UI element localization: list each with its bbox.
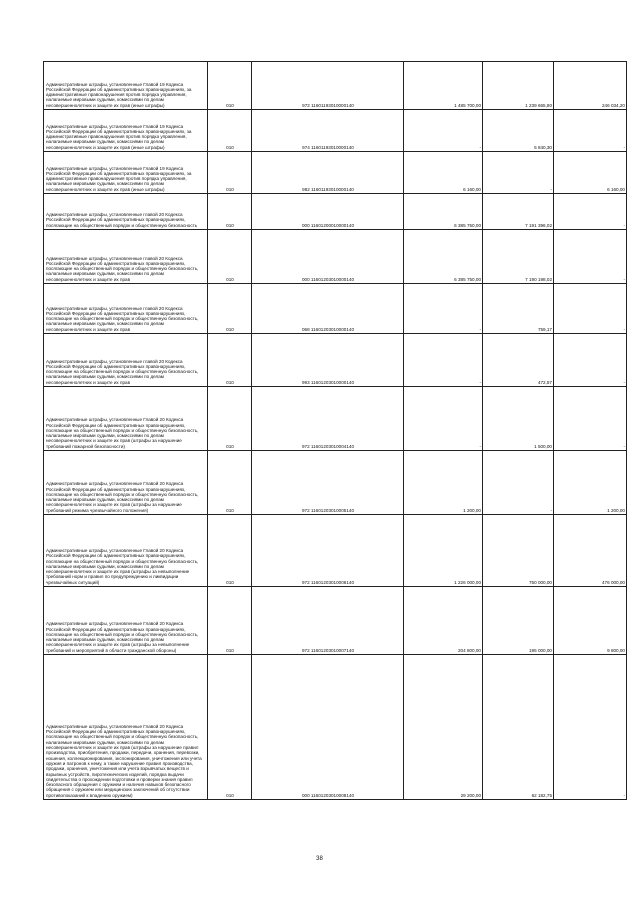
table-row <box>44 655 627 800</box>
row-value-1: - <box>404 284 483 334</box>
row-code: 010 <box>208 451 252 515</box>
row-value-3: 1 200,00 <box>554 451 627 515</box>
row-code: 010 <box>208 284 252 334</box>
table-row <box>44 110 627 152</box>
row-value-1: 6 385 750,00 <box>404 230 483 284</box>
row-value-1: - <box>404 387 483 451</box>
revenue-table <box>43 61 627 800</box>
row-value-3: - <box>554 655 627 800</box>
row-value-3: 6 160,00 <box>554 152 627 194</box>
table-row <box>44 194 627 230</box>
row-value-3: - <box>554 194 627 230</box>
row-name: Административные штрафы, установленные Главой 19 Кодекса Российской Федерации об административных правонарушениях, за административные правонарушения против порядка управления, налагаемые мировыми судьями, комиссиями по делам несовершеннолетних и защите их прав (иные штрафы) <box>44 110 208 152</box>
row-value-1: - <box>404 334 483 387</box>
row-code: 010 <box>208 334 252 387</box>
row-value-1: 6 385 750,00 <box>404 194 483 230</box>
table-row <box>44 230 627 284</box>
table-row <box>44 62 627 110</box>
row-name: Административные штрафы, установленные главой 20 Кодекса Российской Федерации об административных правонарушениях, посягающие на общественный порядок и общественную безопасность <box>44 194 208 230</box>
table-row <box>44 334 627 387</box>
row-value-2: 472,57 <box>483 334 554 387</box>
row-value-1: 29 200,00 <box>404 655 483 800</box>
row-name: Административные штрафы, установленные главой 20 Кодекса Российской Федерации об административных правонарушениях, посягающие на общественный порядок и общественную безопасность, налагаемые мировыми судьями, комиссиями по делам несовершеннолетних и защите их прав <box>44 334 208 387</box>
row-name: Административные штрафы, установленные Главой 20 Кодекса Российской Федерации об административных правонарушениях, посягающие на общественный порядок и общественную безопасность, налагаемые мировыми судьями, комиссиями по делам несовершеннолетних и защите их прав (штрафы за нарушение правил производства, приобретения, продажи, передачи, хранения, перевозки, ношения, коллекционирования, экспонирования, уничтожения или учета оружия и патронов к нему, а также нарушение правил производства, продажи, хранения, уничтожения или учета взрывчатых веществ и взрывных устройств, пиротехнических изделий, порядка выдачи свидетельства о прохождении подготовки и проверки знания правил безопасного обращения с оружием и наличия навыков безопасного обращения с оружием или медицинских заключений об отсутствии противопоказаний к владению оружием) <box>44 655 208 800</box>
row-code: 010 <box>208 587 252 655</box>
row-value-2: - <box>483 152 554 194</box>
row-value-3: - <box>554 230 627 284</box>
row-kbk: 972 11601203010007140 <box>252 587 404 655</box>
row-code: 010 <box>208 515 252 587</box>
row-code: 010 <box>208 152 252 194</box>
row-kbk: 982 11601193010000140 <box>252 152 404 194</box>
row-kbk: 974 11601193010000140 <box>252 110 404 152</box>
row-name: Административные штрафы, установленные главой 20 Кодекса Российской Федерации об административных правонарушениях, посягающие на общественный порядок и общественную безопасность, налагаемые мировыми судьями, комиссиями по делам несовершеннолетних и защите их прав <box>44 284 208 334</box>
row-name: Административные штрафы, установленные Главой 20 Кодекса Российской Федерации об административных правонарушениях, посягающие на общественный порядок и общественную безопасность, налагаемые мировыми судьями, комиссиями по делам несовершеннолетних и защите их прав (штрафы за нарушение требований пожарной безопасности) <box>44 387 208 451</box>
row-kbk: 993 11601203010000140 <box>252 334 404 387</box>
row-name: Административные штрафы, установленные Главой 19 Кодекса Российской Федерации об административных правонарушениях, за административные правонарушения против порядка управления, налагаемые мировыми судьями, комиссиями по делам несовершеннолетних и защите их прав (иные штрафы) <box>44 62 208 110</box>
table-row <box>44 587 627 655</box>
row-value-2: 759,17 <box>483 284 554 334</box>
row-name: Административные штрафы, установленные Главой 20 Кодекса Российской Федерации об административных правонарушениях, посягающие на общественный порядок и общественную безопасность, налагаемые мировыми судьями, комиссиями по делам несовершеннолетних и защите их прав (штрафы за невыполнение требований норм и правил по предупреждению и ликвидации чрезвычайных ситуаций) <box>44 515 208 587</box>
row-kbk: 000 11601200010000140 <box>252 194 404 230</box>
row-kbk: 000 11601203010000140 <box>252 230 404 284</box>
row-value-2: 5 840,30 <box>483 110 554 152</box>
row-value-3: - <box>554 110 627 152</box>
table-row <box>44 451 627 515</box>
row-code: 010 <box>208 655 252 800</box>
row-kbk: 972 11601193010000140 <box>252 62 404 110</box>
table-row <box>44 152 627 194</box>
row-value-1: - <box>404 110 483 152</box>
table-row <box>44 284 627 334</box>
row-name: Административные штрафы, установленные главой 20 Кодекса Российской Федерации об административных правонарушениях, посягающие на общественный порядок и общественную безопасность, налагаемые мировыми судьями, комиссиями по делам несовершеннолетних и защите их прав <box>44 230 208 284</box>
row-value-2: - <box>483 451 554 515</box>
row-value-1: 204 800,00 <box>404 587 483 655</box>
row-kbk: 000 11601203010008140 <box>252 655 404 800</box>
row-name: Административные штрафы, установленные Главой 19 Кодекса Российской Федерации об административных правонарушениях, за административные правонарушения против порядка управления, налагаемые мировыми судьями, комиссиями по делам несовершеннолетних и защите их прав (иные штрафы) <box>44 152 208 194</box>
row-value-2: 7 191 396,02 <box>483 194 554 230</box>
row-name: Административные штрафы, установленные Главой 20 Кодекса Российской Федерации об административных правонарушениях, посягающие на общественный порядок и общественную безопасность, налагаемые мировыми судьями, комиссиями по делам несовершеннолетних и защите их прав (штрафы за нарушение требований режима чрезвычайного положения) <box>44 451 208 515</box>
row-value-1: 6 160,00 <box>404 152 483 194</box>
row-kbk: 972 11601203010004140 <box>252 387 404 451</box>
row-value-2: 7 190 198,02 <box>483 230 554 284</box>
revenue-table-body <box>44 62 627 800</box>
row-value-1: 1 200,00 <box>404 451 483 515</box>
page-number: 38 <box>316 856 323 862</box>
row-value-3: - <box>554 387 627 451</box>
row-value-3: 246 034,20 <box>554 62 627 110</box>
row-kbk: 972 11601203010006140 <box>252 515 404 587</box>
row-value-1: 1 226 000,00 <box>404 515 483 587</box>
row-value-3: 9 800,00 <box>554 587 627 655</box>
table-row <box>44 515 627 587</box>
row-value-3: - <box>554 334 627 387</box>
row-value-3: - <box>554 284 627 334</box>
row-value-2: 195 000,00 <box>483 587 554 655</box>
row-kbk: 068 11601203010000140 <box>252 284 404 334</box>
row-value-2: 1 500,00 <box>483 387 554 451</box>
row-code: 010 <box>208 230 252 284</box>
row-value-2: 1 239 665,80 <box>483 62 554 110</box>
row-value-2: 750 000,00 <box>483 515 554 587</box>
row-code: 010 <box>208 194 252 230</box>
table-row <box>44 387 627 451</box>
row-value-3: 476 000,00 <box>554 515 627 587</box>
row-value-1: 1 485 700,00 <box>404 62 483 110</box>
row-name: Административные штрафы, установленные Главой 20 Кодекса Российской Федерации об административных правонарушениях, посягающие на общественный порядок и общественную безопасность, налагаемые мировыми судьями, комиссиями по делам несовершеннолетних и защите их прав (штрафы за невыполнение требований и мероприятий в области гражданской обороны) <box>44 587 208 655</box>
row-kbk: 972 11601203010005140 <box>252 451 404 515</box>
row-code: 010 <box>208 387 252 451</box>
row-code: 010 <box>208 110 252 152</box>
row-value-2: 62 182,75 <box>483 655 554 800</box>
row-code: 010 <box>208 62 252 110</box>
